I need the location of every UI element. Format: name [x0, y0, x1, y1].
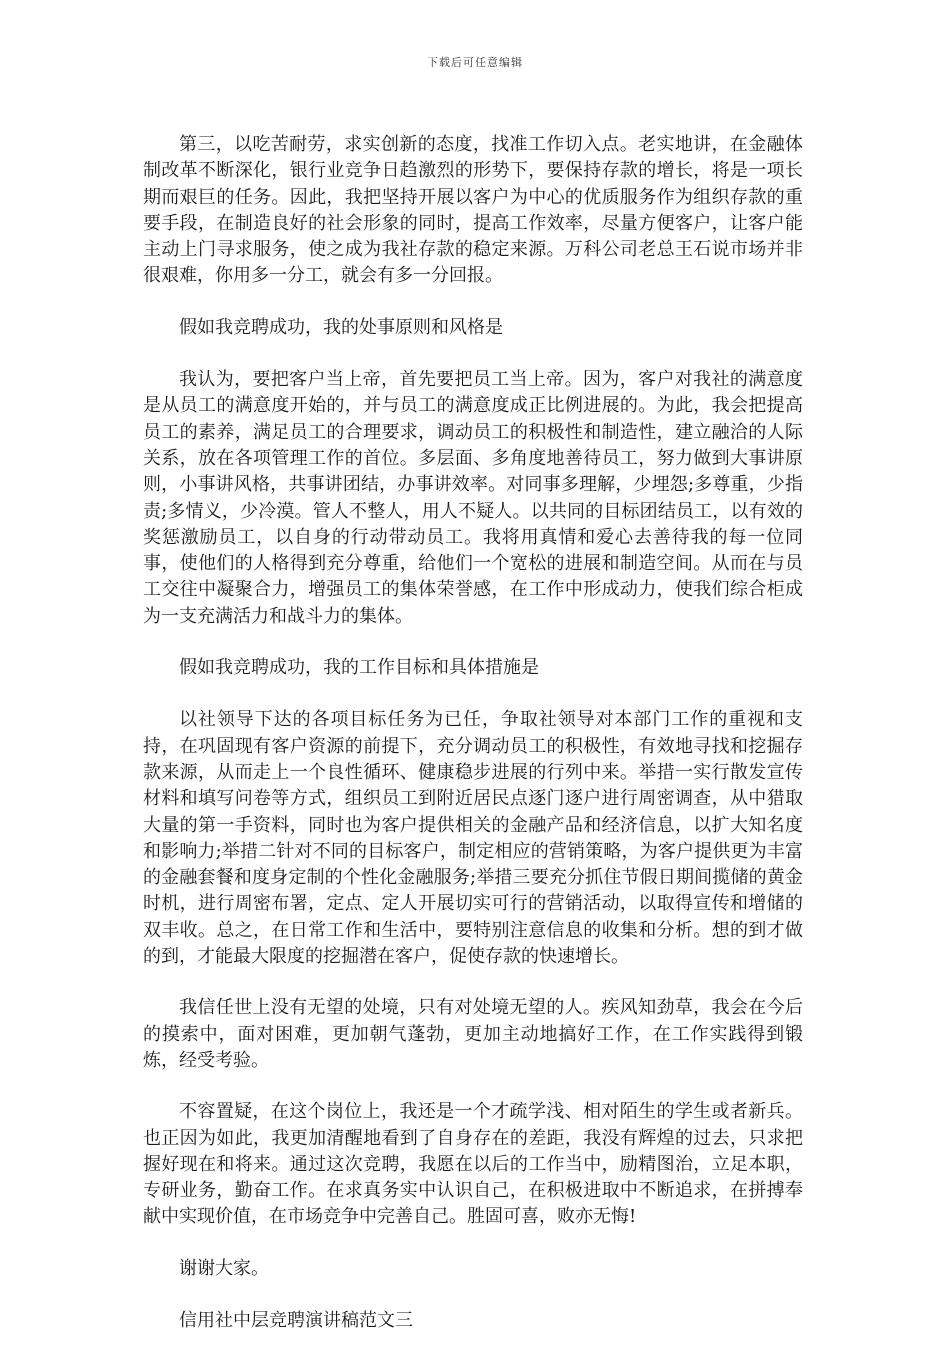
- document-body: [143, 132, 803, 1359]
- paragraph-1: 第三，以吃苦耐劳，求实创新的态度，找准工作切入点。老实地讲，在金融体制改革不断深化，银行业竞争日趋激烈的形势下，要保持存款的增长，将是一项长期而艰巨的任务。因此，我把坚持开展以客户为中心的优质服务作为组织存款的重要手段，在制造良好的社会形象的同时，提高工作效率，尽量方便客户，让客户能主动上门寻求服务，使之成为我社存款的稳定来源。万科公司老总王石说市场并非很艰难，你用多一分工，就会有多一分回报。: [143, 134, 803, 287]
- page-header: 下载后可任意编辑: [427, 56, 523, 69]
- paragraph-7: 不容置疑，在这个岗位上，我还是一个才疏学浅、相对陌生的学生或者新兵。也正因为如此，我更加清醒地看到了自身存在的差距，我没有辉煌的过去，只求把握好现在和将来。通过这次竞聘，我愿在以后的工作当中，励精图治，立足本职，专研业务，勤奋工作。在求真务实中认识自己，在积极进取中不断追求，在拼搏奉献中实现价值，在市场竞争中完善自己。胜固可喜，败亦无悔!: [143, 1101, 803, 1228]
- paragraph-6: 我信任世上没有无望的处境，只有对处境无望的人。疾风知劲草，我会在今后的摸索中，面对困难，更加朝气蓬勃，更加主动地搞好工作，在工作实践得到锻炼，经受考验。: [143, 997, 803, 1071]
- paragraph-9-title: 信用社中层竞聘演讲稿范文三: [179, 1309, 413, 1331]
- paragraph-2-heading: 假如我竞聘成功，我的处事原则和风格是: [179, 316, 503, 338]
- paragraph-8-thanks: 谢谢大家。: [179, 1257, 269, 1279]
- paragraph-5: 以社领导下达的各项目标任务为已任，争取社领导对本部门工作的重视和支持，在巩固现有客户资源的前提下，充分调动员工的积极性，有效地寻找和挖掘存款来源，从而走上一个良性循环、健康稳步进展的行列中来。举措一实行散发宣传材料和填写问卷等方式，组织员工到附近居民点逐门逐户进行周密调查，从中猎取大量的第一手资料，同时也为客户提供相关的金融产品和经济信息，以扩大知名度和影响力;举措二针对不同的目标客户，制定相应的营销策略，为客户提供更为丰富的金融套餐和度身定制的个性化金融服务;举措三要充分抓住节假日期间揽储的黄金时机，进行周密布署，定点、定人开展切实可行的营销活动，以取得宣传和增储的双丰收。总之，在日常工作和生活中，要特别注意信息的收集和分析。想的到才做的到，才能最大限度的挖掘潜在客户，促使存款的快速增长。: [143, 709, 803, 968]
- paragraph-4-heading: 假如我竞聘成功，我的工作目标和具体措施是: [179, 657, 539, 679]
- paragraph-3: 我认为，要把客户当上帝，首先要把员工当上帝。因为，客户对我社的满意度是从员工的满意度开始的，并与员工的满意度成正比例进展的。为此，我会把提高员工的素养，满足员工的合理要求，调动员工的积极性和制造性，建立融洽的人际关系，放在各项管理工作的首位。多层面、多角度地善待员工，努力做到大事讲原则，小事讲风格，共事讲团结，办事讲效率。对同事多理解，少埋怨;多尊重，少指责;多情义，少冷漠。管人不整人，用人不疑人。以共同的目标团结员工，以有效的奖惩激励员工，以自身的行动带动员工。我将用真情和爱心去善待我的每一位同事，使他们的人格得到充分尊重，给他们一个宽松的进展和制造空间。从而在与员工交往中凝聚合力，增强员工的集体荣誉感，在工作中形成动力，使我们综合柜成为一支充满活力和战斗力的集体。: [143, 369, 803, 627]
